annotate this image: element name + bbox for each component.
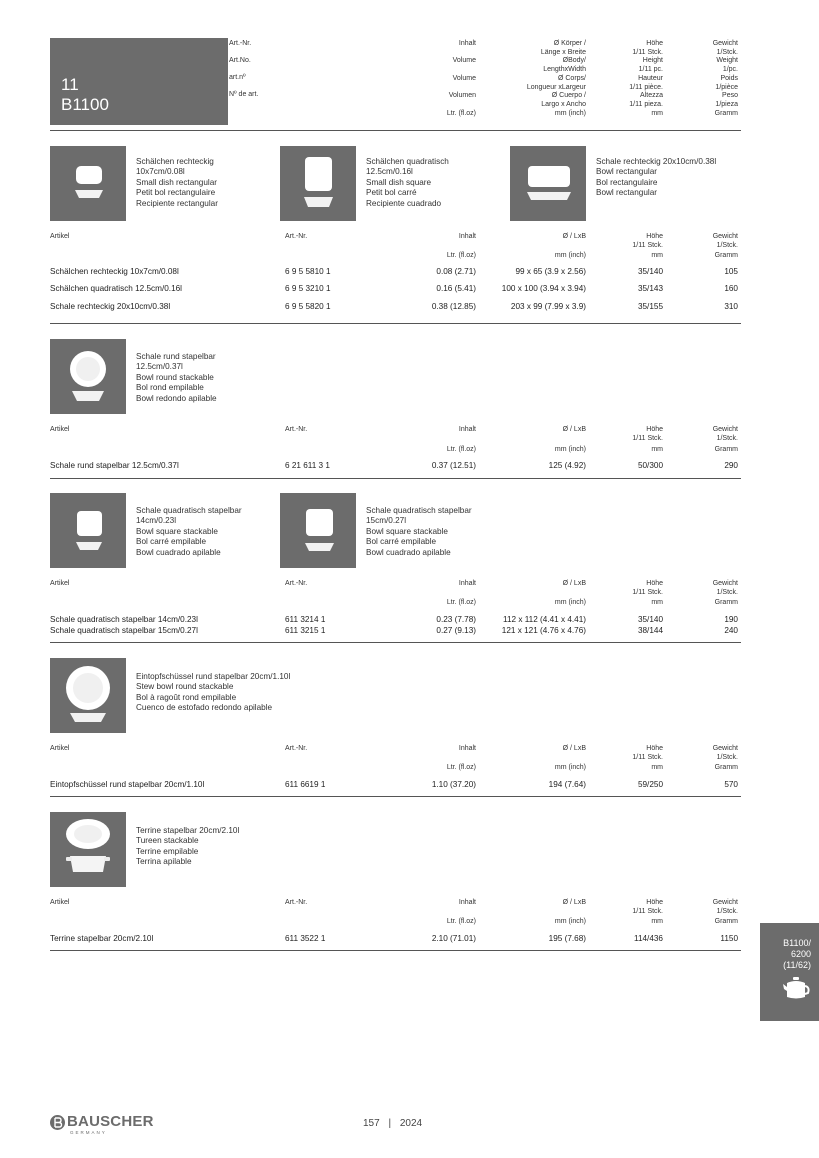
col-dim: Ø / LxB (562, 745, 586, 752)
col-dim: Ø / LxB (562, 426, 586, 433)
product-description: Schale rechteckig 20x10cm/0.38l Bowl rectangular Bol rectangulaire Bowl rectangular (596, 157, 717, 198)
col-hoehe: Höhe 1/11 Stck. (632, 745, 663, 761)
page-number: 157 (363, 1118, 380, 1129)
col-artikel: Artikel (50, 745, 70, 752)
product-description: Schälchen rechteckig 10x7cm/0.08l Small dish rectangular Petit bol rectangulaire Recipiente rectangular (136, 157, 218, 208)
tab-label: (11/62) (783, 960, 811, 970)
header-gewicht: Gewicht 1/Stck. Weight 1/pc. Poids 1/pièce Peso 1/pieza Gramm (712, 40, 738, 117)
col-artikel: Artikel (50, 233, 70, 240)
page-footer (363, 1118, 422, 1129)
col-gewicht: Gewicht 1/Stck. (712, 745, 738, 761)
col-artnr: Art.-Nr. (285, 580, 308, 587)
series-code: 11 (61, 75, 79, 94)
divider (50, 323, 741, 324)
col-artnr: Art.-Nr. (285, 899, 308, 906)
unit-inhalt: Ltr. (fl.oz) (446, 252, 476, 259)
header-label: Art.-Nr. (229, 40, 252, 47)
unit-dim: mm (inch) (554, 764, 586, 771)
header-dimension: Ø Körper / Länge x Breite ØBody/ LengthxWidth Ø Corps/ Longueur xLargeur Ø Cuerpo / Largo x Ancho mm (inch) (526, 40, 586, 117)
unit-dim: mm (inch) (554, 599, 586, 606)
col-dim: Ø / LxB (562, 899, 586, 906)
col-hoehe: Höhe 1/11 Stck. (632, 580, 663, 596)
unit-gewicht: Gramm (714, 918, 738, 925)
divider (50, 950, 741, 951)
header-inhalt: Inhalt Volume Volume Volumen Ltr. (fl.oz) (446, 40, 476, 117)
col-hoehe: Höhe 1/11 Stck. (632, 899, 663, 915)
product-description: Schale quadratisch stapelbar 15cm/0.27l Bowl square stackable Bol carré empilable Bowl cuadrado apilable (366, 506, 472, 557)
col-gewicht: Gewicht 1/Stck. (712, 580, 738, 596)
separator: | (388, 1118, 392, 1129)
unit-inhalt: Ltr. (fl.oz) (446, 918, 476, 925)
col-hoehe: Höhe 1/11 Stck. (632, 426, 663, 442)
product-image (280, 493, 356, 568)
col-artnr: Art.-Nr. (285, 233, 308, 240)
col-dim: Ø / LxB (562, 233, 586, 240)
col-artikel: Artikel (50, 426, 70, 433)
product-description: Schale rund stapelbar 12.5cm/0.37l Bowl round stackable Bol rond empilable Bowl redondo apilable (136, 352, 217, 403)
side-index-tab[interactable] (760, 923, 819, 1021)
col-inhalt: Inhalt (458, 426, 476, 433)
product-image (50, 812, 126, 887)
unit-gewicht: Gramm (714, 252, 738, 259)
year: 2024 (399, 1118, 423, 1129)
divider (50, 478, 741, 479)
unit-inhalt: Ltr. (fl.oz) (446, 599, 476, 606)
col-gewicht: Gewicht 1/Stck. (712, 233, 738, 249)
col-inhalt: Inhalt (458, 745, 476, 752)
header-label: Nº de art. (229, 91, 259, 98)
col-artnr: Art.-Nr. (285, 745, 308, 752)
unit-dim: mm (inch) (554, 446, 586, 453)
unit-dim: mm (inch) (554, 918, 586, 925)
product-description: Terrine stapelbar 20cm/2.10l Tureen stackable Terrine empilable Terrina apilable (136, 826, 240, 867)
col-artnr: Art.-Nr. (285, 426, 308, 433)
product-image (50, 658, 126, 733)
product-image (280, 146, 356, 221)
col-dim: Ø / LxB (562, 580, 586, 587)
divider (50, 796, 741, 797)
divider (50, 130, 741, 131)
col-hoehe: Höhe 1/11 Stck. (632, 233, 663, 249)
col-inhalt: Inhalt (458, 899, 476, 906)
header-hoehe: Höhe 1/11 Stck. Height 1/11 pc. Hauteur 1/11 pièce. Altezza 1/11 pieza. mm (629, 40, 663, 117)
col-artikel: Artikel (50, 580, 70, 587)
unit-gewicht: Gramm (714, 446, 738, 453)
col-gewicht: Gewicht 1/Stck. (712, 426, 738, 442)
series-title-block (50, 38, 228, 125)
product-image (50, 493, 126, 568)
unit-hoehe: mm (651, 599, 663, 606)
col-gewicht: Gewicht 1/Stck. (712, 899, 738, 915)
product-description: Eintopfschüssel rund stapelbar 20cm/1.10l Stew bowl round stackable Bol à ragoût rond empilable Cuenco de estofado redondo apilable (136, 672, 291, 713)
product-image (510, 146, 586, 221)
col-inhalt: Inhalt (458, 233, 476, 240)
teapot-icon (760, 975, 811, 1004)
product-description: Schale quadratisch stapelbar 14cm/0.23l Bowl square stackable Bol carré empilable Bowl cuadrado apilable (136, 506, 242, 557)
unit-hoehe: mm (651, 918, 663, 925)
product-description: Schälchen quadratisch 12.5cm/0.16l Small dish square Petit bol carré Recipiente cuadrado (366, 157, 449, 208)
unit-gewicht: Gramm (714, 764, 738, 771)
unit-hoehe: mm (651, 446, 663, 453)
unit-inhalt: Ltr. (fl.oz) (446, 446, 476, 453)
unit-dim: mm (inch) (554, 252, 586, 259)
divider (50, 642, 741, 643)
unit-gewicht: Gramm (714, 599, 738, 606)
series-name: B1100 (61, 95, 109, 114)
tab-label: 6200 (790, 949, 811, 959)
tab-label: B1100/ (783, 938, 811, 948)
header-label: Art.No. (229, 57, 251, 64)
unit-hoehe: mm (651, 252, 663, 259)
unit-hoehe: mm (651, 764, 663, 771)
product-image (50, 339, 126, 414)
col-inhalt: Inhalt (458, 580, 476, 587)
product-image (50, 146, 126, 221)
unit-inhalt: Ltr. (fl.oz) (446, 764, 476, 771)
col-artikel: Artikel (50, 899, 70, 906)
header-label: art.nº (229, 74, 246, 81)
